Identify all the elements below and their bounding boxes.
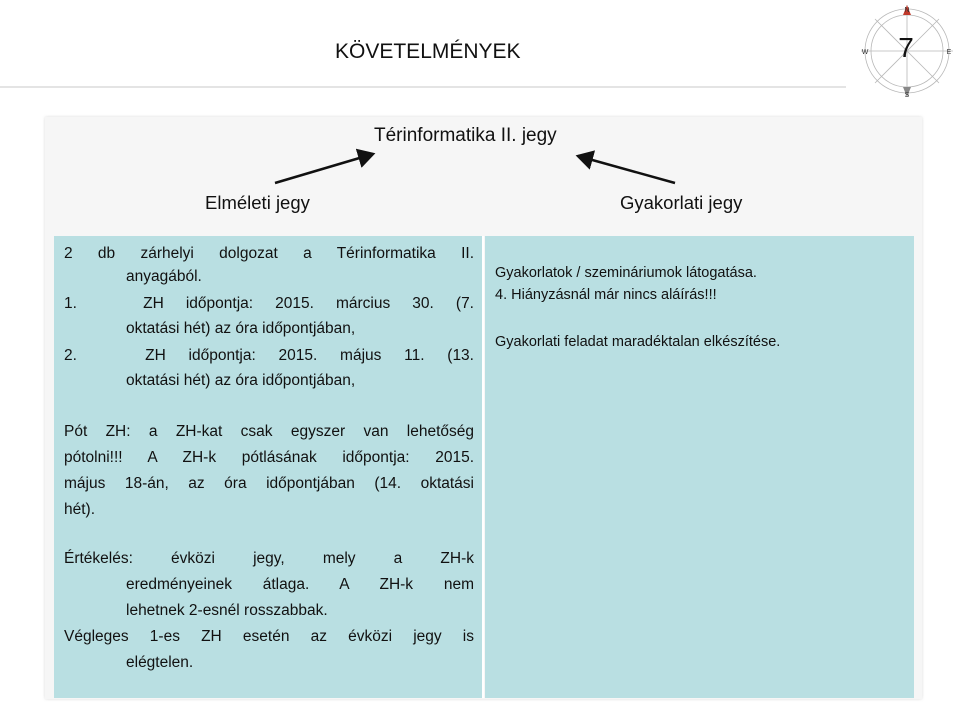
page-number: 7 — [898, 32, 914, 63]
zh1-date-line: 1. ZH időpontja: 2015. március 30. (7. — [64, 295, 474, 312]
assignment-requirement: Gyakorlati feladat maradéktalan elkészítése. — [495, 334, 781, 350]
compass-west-label: W — [861, 49, 869, 56]
evaluation-line-4: Végleges 1-es ZH esetén az évközi jegy is — [64, 628, 474, 645]
absence-limit: 4. Hiányzásnál már nincs aláírás!!! — [495, 287, 717, 303]
final-grade-heading: Térinformatika II. jegy — [374, 125, 557, 146]
title-divider — [0, 86, 846, 88]
zh-intro-line: 2 db zárhelyi dolgozat a Térinformatika II. — [64, 245, 474, 262]
evaluation-line-5: elégtelen. — [126, 654, 194, 671]
compass-north-label: N — [904, 7, 910, 14]
theory-grade-heading: Elméleti jegy — [205, 192, 310, 213]
zh2-date-line-2: oktatási hét) az óra időpontjában, — [126, 372, 356, 389]
evaluation-line-2: eredményeinek átlaga. A ZH-k nem — [126, 576, 474, 593]
compass-south-label: S — [904, 92, 910, 98]
slide-title: KÖVETELMÉNYEK — [335, 40, 521, 63]
retake-line-4: hét). — [64, 501, 96, 518]
retake-line-3: május 18-án, az óra időpontjában (14. oktatási — [64, 475, 474, 492]
zh-intro-line-2: anyagából. — [126, 268, 202, 285]
practice-requirements-box — [485, 236, 914, 698]
retake-line-2: pótolni!!! A ZH-k pótlásának időpontja: 2015. — [64, 449, 474, 466]
evaluation-line-1: Értékelés: évközi jegy, mely a ZH-k — [64, 550, 474, 567]
zh2-date-line: 2. ZH időpontja: 2015. május 11. (13. — [64, 347, 474, 364]
retake-line-1: Pót ZH: a ZH-kat csak egyszer van lehetőség — [64, 423, 474, 440]
zh1-date-line-2: oktatási hét) az óra időpontjában, — [126, 320, 356, 337]
evaluation-line-3: lehetnek 2-esnél rosszabbak. — [126, 602, 328, 619]
practice-grade-heading: Gyakorlati jegy — [620, 192, 743, 213]
compass-east-label: E — [946, 49, 952, 56]
attendance-requirement: Gyakorlatok / szemináriumok látogatása. — [495, 265, 757, 281]
